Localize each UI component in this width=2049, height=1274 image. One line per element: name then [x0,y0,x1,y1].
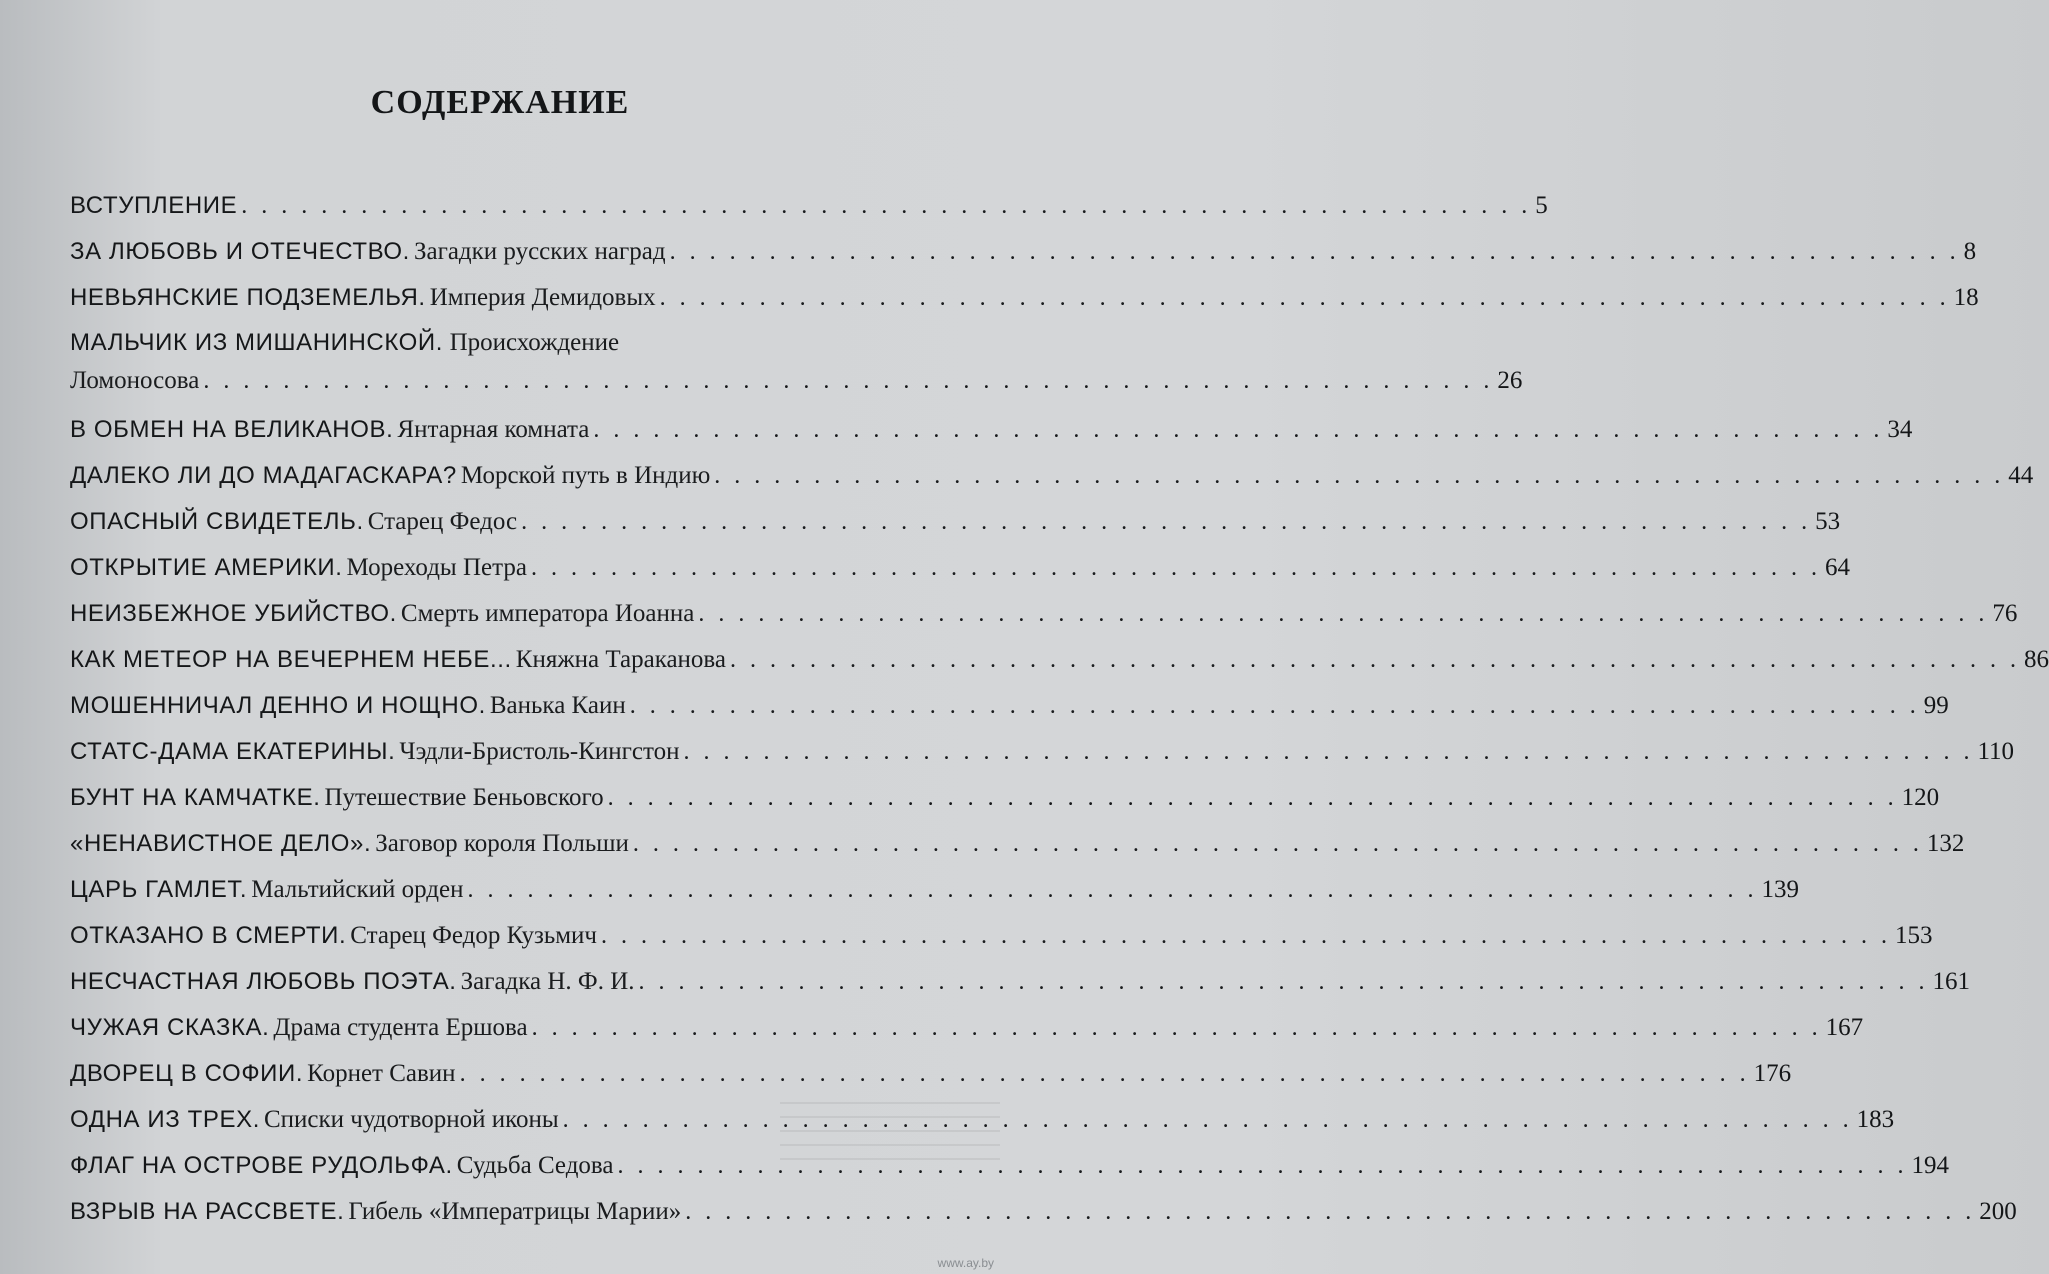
toc-entry-line [70,870,1799,913]
toc-entry-heading: НЕИЗБЕЖНОЕ УБИЙСТВО. [70,600,397,627]
toc-entry-heading: СТАТС-ДАМА ЕКАТЕРИНЫ. [70,738,396,765]
toc-entry [70,1192,2017,1238]
page-number: 110 [1977,738,2015,765]
toc-entry-line [70,1054,1792,1097]
watermark: www.ay.by [937,1256,994,1270]
dot-leader: . . . . . . . . . . . . . . . . . . . . . . . . . . . . . . . . . . . . . . . . . . . . . . . . . . . . . . . . . . . . . . . . . [521,509,1812,535]
dot-leader: . . . . . . . . . . . . . . . . . . . . . . . . . . . . . . . . . . . . . . . . . . . . . . . . . . . . . . . . . . . . . . . . . [659,285,1950,311]
dot-leader: . . . . . . . . . . . . . . . . . . . . . . . . . . . . . . . . . . . . . . . . . . . . . . . . . . . . . . . . . . . . . . . . . [562,1107,1853,1133]
toc-entry-subtitle: Путешествие Беньовского [324,784,604,811]
toc-entry-text [70,870,464,913]
toc-entry-text [70,824,629,867]
toc-entry-heading: МОШЕННИЧАЛ ДЕННО И НОЩНО. [70,692,486,719]
dot-leader: . . . . . . . . . . . . . . . . . . . . . . . . . . . . . . . . . . . . . . . . . . . . . . . . . . . . . . . . . . . . . . . . . [683,739,1974,765]
page-number: 120 [1901,784,1940,811]
page-number: 18 [1953,284,1979,311]
toc-entry-subtitle: Мореходы Петра [346,554,527,581]
dot-leader: . . . . . . . . . . . . . . . . . . . . . . . . . . . . . . . . . . . . . . . . . . . . . . . . . . . . . . . . . . . . . . . . . [601,923,1891,949]
toc-entry [70,686,1949,732]
page-number: 64 [1824,554,1850,581]
toc-entry-text [70,278,656,321]
toc-entry-subtitle: Ванька Каин [489,692,626,719]
toc-entry-heading: «НЕНАВИСТНОЕ ДЕЛО». [70,830,372,857]
page-number: 86 [2024,646,2049,673]
toc-entry-heading: ОПАСНЫЙ СВИДЕТЕЛЬ. [70,508,364,535]
page-number: 99 [1923,692,1949,719]
toc-entry-line [70,640,2049,683]
toc-entry-subtitle: Гибель «Императрицы Марии» [348,1198,682,1225]
toc-entry-text [70,232,666,275]
toc-entry-line [70,824,1965,867]
page-number: 76 [1992,600,2018,627]
toc-entry-heading: ВСТУПЛЕНИЕ [70,192,238,219]
toc-entry-subtitle: Мальтийский орден [251,876,464,903]
dot-leader: . . . . . . . . . . . . . . . . . . . . . . . . . . . . . . . . . . . . . . . . . . . . . . . . . . . . . . . . . . . . . . . . . [593,417,1884,443]
toc-entry-line [70,916,1933,959]
toc-entry-subtitle: Списки чудотворной иконы [263,1106,559,1133]
toc-entry-heading: НЕВЬЯНСКИЕ ПОДЗЕМЕЛЬЯ. [70,284,426,311]
toc-entry-text [70,548,527,591]
toc-entry-text [70,502,517,545]
toc-entry-text [70,916,597,959]
dot-leader: . . . . . . . . . . . . . . . . . . . . . . . . . . . . . . . . . . . . . . . . . . . . . . . . . . . . . . . . . . . . . . . . . [638,969,1929,995]
dot-leader: . . . . . . . . . . . . . . . . . . . . . . . . . . . . . . . . . . . . . . . . . . . . . . . . . . . . . . . . . . . . . . . . . [607,785,1898,811]
toc-entry-line [70,186,1548,229]
toc-entry [70,1054,1792,1100]
toc-entry-heading: ДАЛЕКО ЛИ ДО МАДАГАСКАРА? [70,462,457,489]
dot-leader: . . . . . . . . . . . . . . . . . . . . . . . . . . . . . . . . . . . . . . . . . . . . . . . . . . . . . . . . . . . . . . . . . [467,877,1758,903]
page-number: 139 [1761,876,1799,903]
toc-entry-text [70,1192,681,1235]
toc-entry-subtitle: Чэдли-Бристоль-Кингстон [399,738,680,765]
toc-entry-line [70,1192,2017,1235]
toc-entry-heading: ЗА ЛЮБОВЬ И ОТЕЧЕСТВО. [70,238,410,265]
toc-entry [70,962,1970,1008]
dot-leader: . . . . . . . . . . . . . . . . . . . . . . . . . . . . . . . . . . . . . . . . . . . . . . . . . . . . . . . . . . . . . . . . . [714,463,2005,489]
toc-entry-subtitle: Драма студента Ершова [273,1014,528,1041]
dot-leader: . . . . . . . . . . . . . . . . . . . . . . . . . . . . . . . . . . . . . . . . . . . . . . . . . . . . . . . . . . . . . . . . . [530,555,1821,581]
toc-entry-text [70,732,679,775]
dot-leader: . . . . . . . . . . . . . . . . . . . . . . . . . . . . . . . . . . . . . . . . . . . . . . . . . . . . . . . . . . . . . . . . . [629,693,1920,719]
dot-leader: . . . . . . . . . . . . . . . . . . . . . . . . . . . . . . . . . . . . . . . . . . . . . . . . . . . . . . . . . . . . . . . . . [632,831,1923,857]
toc-entry [70,410,1913,456]
toc-entry-heading: НЕСЧАСТНАЯ ЛЮБОВЬ ПОЭТА. [70,968,457,995]
toc-entry [70,732,2015,778]
toc-entry-subtitle: Загадки русских наград [413,238,666,265]
bleed-through-text [780,1100,1000,1160]
page-number: 176 [1753,1060,1792,1087]
toc-entry-text [70,1054,456,1097]
toc-entry [70,548,1850,594]
dot-leader: . . . . . . . . . . . . . . . . . . . . . . . . . . . . . . . . . . . . . . . . . . . . . . . . . . . . . . . . . . . . . . . . . [730,647,2021,673]
page-number: 34 [1887,416,1913,443]
page-number: 44 [2008,462,2034,489]
page-number: 26 [1497,367,1523,394]
toc-entry [70,778,1940,824]
toc-entry-line [70,456,2034,499]
toc-entry-line [70,410,1913,453]
toc-entry-subtitle-cont: Ломоносова [70,367,200,394]
toc-entry-text [70,778,604,821]
toc-entry-text [70,962,635,1005]
toc-entry [70,232,1977,278]
toc-entry [70,186,1548,232]
toc-entry-text [70,1008,528,1051]
toc-entry-heading: ФЛАГ НА ОСТРОВЕ РУДОЛЬФА. [70,1152,453,1179]
page-number: 153 [1895,922,1933,949]
toc-entry-line [70,502,1841,545]
page-title: СОДЕРЖАНИЕ [370,84,630,121]
toc-entry-text [70,1100,559,1143]
table-of-contents [70,186,2049,1238]
toc-entry-line [70,778,1940,821]
toc-entry-line [70,548,1850,591]
toc-entry [70,456,2034,502]
page-number: 132 [1926,830,1965,857]
dot-leader: . . . . . . . . . . . . . . . . . . . . . . . . . . . . . . . . . . . . . . . . . . . . . . . . . . . . . . . . . . . . . . . . . [685,1199,1976,1225]
toc-entry [70,502,1841,548]
toc-entry [70,870,1799,916]
page-number: 53 [1815,508,1841,535]
dot-leader: . . . . . . . . . . . . . . . . . . . . . . . . . . . . . . . . . . . . . . . . . . . . . . . . . . . . . . . . . . . . . . . . . [617,1153,1908,1179]
toc-entry-text [70,456,710,499]
toc-entry-heading: ВЗРЫВ НА РАССВЕТЕ. [70,1198,345,1225]
toc-entry-text [70,410,589,453]
toc-entry-heading: КАК МЕТЕОР НА ВЕЧЕРНЕМ НЕБЕ... [70,646,512,673]
toc-entry-heading: ДВОРЕЦ В СОФИИ. [70,1060,304,1087]
toc-entry-heading: В ОБМЕН НА ВЕЛИКАНОВ. [70,416,394,443]
toc-entry-text [70,186,237,229]
toc-entry-text [70,594,694,637]
dot-leader: . . . . . . . . . . . . . . . . . . . . . . . . . . . . . . . . . . . . . . . . . . . . . . . . . . . . . . . . . . . . . . . . . [459,1061,1750,1087]
toc-entry-subtitle: Судьба Седова [456,1152,614,1179]
toc-entry-subtitle: Морской путь в Индию [460,462,711,489]
page-number: 8 [1963,238,1977,265]
toc-entry-heading: ЦАРЬ ГАМЛЕТ. [70,876,248,903]
toc-entry [70,640,2049,686]
toc-entry-heading: ОТКРЫТИЕ АМЕРИКИ. [70,554,343,581]
toc-entry-heading: ЧУЖАЯ СКАЗКА. [70,1014,270,1041]
dot-leader: . . . . . . . . . . . . . . . . . . . . . . . . . . . . . . . . . . . . . . . . . . . . . . . . . . . . . . . . . . . . . . . . . [669,239,1960,265]
toc-entry-subtitle: Заговор короля Польши [375,830,629,857]
toc-entry [70,594,2018,640]
toc-entry-subtitle: Смерть императора Иоанна [400,600,695,627]
page-number: 161 [1932,968,1970,995]
toc-entry-heading: БУНТ НА КАМЧАТКЕ. [70,784,321,811]
toc-entry [70,916,1933,962]
toc-entry-heading: МАЛЬЧИК ИЗ МИШАНИНСКОЙ. [70,329,444,356]
toc-entry-line [70,324,948,361]
page-number: 200 [1979,1198,2017,1225]
page-number: 167 [1825,1014,1864,1041]
toc-entry-subtitle: Старец Федос [367,508,518,535]
dot-leader: . . . . . . . . . . . . . . . . . . . . . . . . . . . . . . . . . . . . . . . . . . . . . . . . . . . . . . . . . . . . . . . . . [241,193,1532,219]
toc-entry-heading: ОДНА ИЗ ТРЕХ. [70,1106,260,1133]
toc-entry-subtitle: Княжна Тараканова [515,646,727,673]
toc-entry-line [70,1008,1864,1051]
toc-entry-subtitle: Империя Демидовых [429,284,656,311]
dot-leader: . . . . . . . . . . . . . . . . . . . . . . . . . . . . . . . . . . . . . . . . . . . . . . . . . . . . . . . . . . . . . . . . . [203,368,1494,394]
toc-entry-line [70,232,1977,275]
toc-entry-line [70,594,2018,637]
toc-entry-subtitle: Янтарная комната [397,416,590,443]
toc-entry-text [70,1146,613,1189]
toc-entry [70,278,1979,324]
toc-entry-line [70,361,1523,401]
toc-entry-subtitle: Загадка Н. Ф. И. [460,968,635,995]
toc-entry-text [70,686,626,729]
toc-entry-subtitle: Корнет Савин [307,1060,456,1087]
dot-leader: . . . . . . . . . . . . . . . . . . . . . . . . . . . . . . . . . . . . . . . . . . . . . . . . . . . . . . . . . . . . . . . . . [698,601,1989,627]
toc-entry [70,824,1965,870]
toc-entry-line [70,686,1949,729]
toc-entry-subtitle: Происхождение [449,329,620,356]
page-number: 194 [1911,1152,1949,1179]
toc-entry [70,324,1523,410]
toc-entry-line [70,732,2015,775]
page-number: 5 [1535,192,1548,219]
page-number: 183 [1856,1106,1895,1133]
toc-entry-line [70,962,1970,1005]
toc-entry-line [70,278,1979,321]
toc-entry-text [70,640,726,683]
dot-leader: . . . . . . . . . . . . . . . . . . . . . . . . . . . . . . . . . . . . . . . . . . . . . . . . . . . . . . . . . . . . . . . . . [531,1015,1822,1041]
toc-entry-subtitle: Старец Федор Кузьмич [350,922,597,949]
toc-entry-heading: ОТКАЗАНО В СМЕРТИ. [70,922,347,949]
toc-entry [70,1008,1864,1054]
